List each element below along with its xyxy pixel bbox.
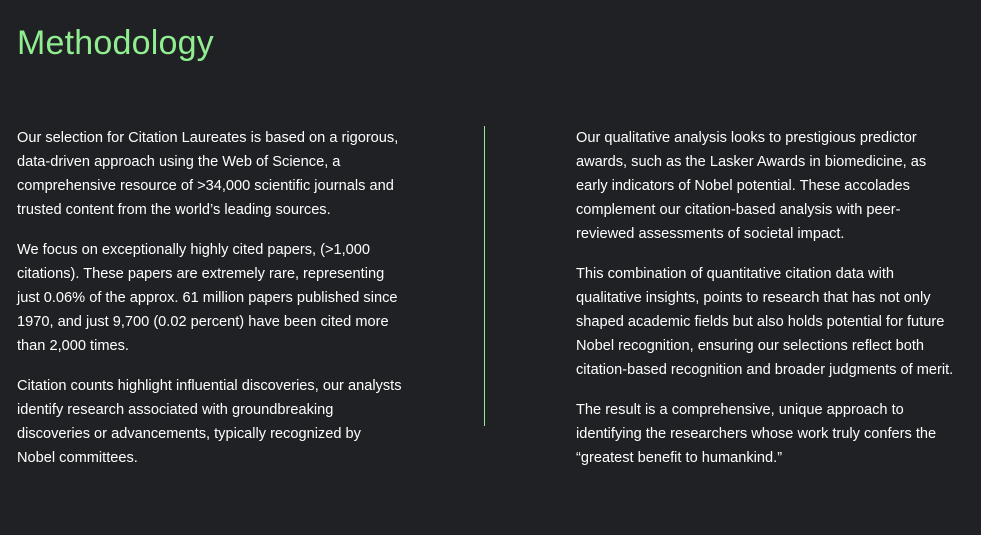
left-column — [17, 126, 402, 486]
column-divider — [484, 126, 485, 426]
right-paragraph-1: Our qualitative analysis looks to prestigious predictor awards, such as the Lasker Awards in biomedicine, as early indicators of Nobel potential. These accolades complement our citation-based analysis with peer-reviewed assessments of societal impact. — [576, 130, 927, 242]
right-paragraph-2: This combination of quantitative citation data with qualitative insights, points to research that has not only shaped academic fields but also holds potential for future Nobel recognition, ensuring our selections reflect both citation-based recognition and broader judgments of merit. — [576, 266, 954, 378]
left-paragraph-1: Our selection for Citation Laureates is based on a rigorous, data-driven approach using the Web of Science, a comprehensive resource of >34,000 scientific journals and trusted content from the world’s leading sources. — [17, 130, 399, 218]
left-paragraph-2: We focus on exceptionally highly cited papers, (>1,000 citations). These papers are extremely rare, representing just 0.06% of the approx. 61 million papers published since 1970, and just 9,700 (0.02 percent) have been cited more than 2,000 times. — [17, 242, 398, 354]
left-paragraph-3: Citation counts highlight influential discoveries, our analysts identify research associated with groundbreaking discoveries or advancements, typically recognized by Nobel committees. — [17, 378, 402, 466]
right-column — [576, 126, 956, 486]
right-paragraph-3: The result is a comprehensive, unique approach to identifying the researchers whose work truly confers the “greatest benefit to humankind.” — [576, 402, 937, 466]
page-title: Methodology — [17, 24, 214, 62]
